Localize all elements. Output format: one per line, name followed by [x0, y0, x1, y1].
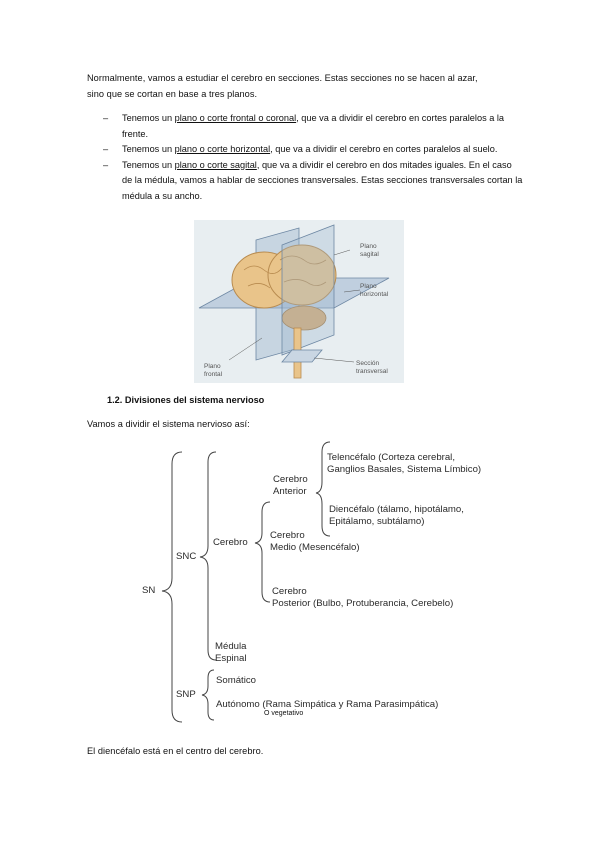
line-2: Medio (Mesencéfalo)	[270, 542, 360, 553]
dash-marker: –	[103, 144, 109, 154]
line-1: Diencéfalo (tálamo, hipotálamo,	[329, 504, 464, 515]
label-cerebro-medio	[270, 530, 360, 554]
planes-list	[103, 111, 523, 204]
nervous-system-diagram	[140, 438, 500, 728]
bullet-text: Tenemos un	[122, 144, 175, 154]
label-plano-sagital-2: sagital	[360, 251, 379, 258]
line-2: Ganglios Basales, Sistema Límbico)	[327, 464, 482, 475]
cerebro-brace	[255, 502, 270, 602]
list-item	[103, 142, 523, 158]
bullet-text: Tenemos un	[122, 113, 175, 123]
label-plano-horizontal-2: horizontal	[360, 291, 389, 298]
label-sn: SN	[142, 585, 156, 596]
label-medula-espinal	[215, 641, 246, 665]
label-snc: SNC	[176, 551, 197, 562]
snp-brace	[202, 670, 214, 720]
label-snp: SNP	[176, 689, 196, 700]
label-plano-horizontal-1: Plano	[360, 283, 377, 290]
bullet-term: plano o corte horizontal	[174, 144, 271, 154]
label-telencefalo	[327, 452, 481, 476]
list-item	[103, 158, 523, 205]
line-2: Anterior	[273, 486, 307, 497]
section-number: 1.2.	[107, 395, 123, 405]
intro-line-2: sino que se cortan en base a tres planos.	[87, 89, 258, 99]
section-title: Divisiones del sistema nervioso	[124, 395, 265, 405]
brain-planes-figure	[194, 220, 404, 383]
label-cerebro-anterior	[273, 474, 308, 498]
label-diencefalo	[329, 504, 464, 528]
line-1: Cerebro	[272, 586, 307, 597]
list-item	[103, 111, 523, 142]
bullet-text: , que va a dividir el cerebro en cortes paralelos a la frente.	[122, 113, 505, 139]
label-plano-sagital-1: Plano	[360, 243, 377, 250]
bullet-text: , que va a dividir el cerebro en cortes paralelos al suelo.	[270, 144, 498, 154]
label-cerebro: Cerebro	[213, 537, 248, 548]
bullet-term: plano o corte sagital	[174, 159, 257, 170]
line-1: Cerebro	[273, 474, 308, 485]
snc-brace	[200, 452, 216, 660]
line-2: Posterior (Bulbo, Protuberancia, Cerebelo)	[272, 598, 454, 609]
label-autonomo: Autónomo (Rama Simpática y Rama Parasimpática)	[216, 699, 439, 710]
section-heading	[107, 395, 264, 405]
label-vegetativo: O vegetativo	[264, 710, 304, 717]
label-seccion-transversal-2: transversal	[356, 368, 388, 375]
line-1: Telencéfalo (Corteza cerebral,	[327, 452, 455, 463]
line-1: Médula	[215, 641, 247, 652]
bullet-text: , que va a dividir el cerebro en dos mitades iguales. En el caso de la médula, vamos a hablar de secciones transversales. Estas secciones transversales cortan la médula a su ancho.	[122, 159, 523, 201]
intro-line-1: Normalmente, vamos a estudiar el cerebro en secciones. Estas secciones no se hacen al azar,	[87, 73, 478, 83]
label-plano-frontal-1: Plano	[204, 363, 221, 370]
dash-marker: –	[103, 159, 109, 170]
line-1: Cerebro	[270, 530, 305, 541]
label-plano-frontal-2: frontal	[204, 371, 223, 378]
brace-lines	[140, 438, 500, 728]
dash-marker: –	[103, 113, 109, 123]
bullet-text: Tenemos un	[122, 159, 175, 170]
label-somatico: Somático	[216, 675, 256, 686]
label-seccion-transversal-1: Sección	[356, 360, 380, 367]
line-2: Espinal	[215, 653, 247, 664]
bullet-term: plano o corte frontal o coronal	[174, 113, 297, 123]
intro-paragraph	[87, 70, 527, 102]
sn-brace	[162, 452, 182, 722]
brain-illustration	[194, 220, 404, 383]
line-2: Epitálamo, subtálamo)	[329, 516, 425, 527]
closing-sentence: El diencéfalo está en el centro del cerebro.	[87, 746, 264, 756]
sagittal-plane-shape	[282, 225, 334, 355]
section-intro: Vamos a dividir el sistema nervioso así:	[87, 419, 250, 429]
label-cerebro-posterior	[272, 586, 453, 610]
